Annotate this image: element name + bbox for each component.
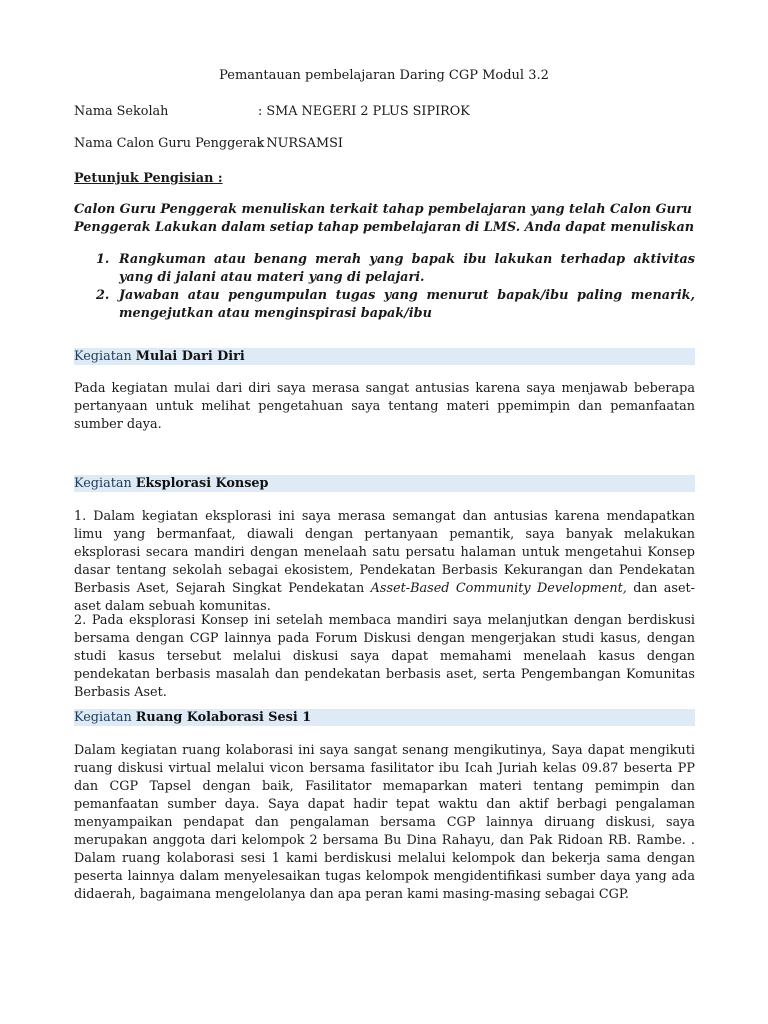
eksplorasi-p1-end: dan aset-aset dalam sebuah komunitas. xyxy=(74,581,695,614)
eksplorasi-paragraph-1 xyxy=(74,508,695,616)
section-heading-eksplorasi-konsep xyxy=(74,475,695,492)
instructions-text: Calon Guru Penggerak menuliskan terkait tahap pembelajaran yang telah Calon Guru Penggerak Lakukan dalam setiap tahap pembelajaran di LMS. Anda dapat menuliskan xyxy=(74,202,695,235)
field-school xyxy=(74,103,470,121)
section-heading-ruang-kolaborasi xyxy=(74,709,695,726)
field-teacher xyxy=(74,135,343,153)
eksplorasi-p1-italic: Asset-Based Community Development, xyxy=(370,581,627,596)
section-text-ruang-kolaborasi: Dalam kegiatan ruang kolaborasi ini saya sangat senang mengikutinya, Saya dapat mengikuti ruang diskusi virtual melalui vicon bersama fasilitator ibu Icah Juriah kelas 09.87 beserta PP dan CGP Tapsel dengan baik, Fasilitator memaparkan materi tentang pemimpin dan pemanfaatan sumber daya. Saya dapat hadir tepat waktu dan aktif berbagi pengalaman menyampaikan pendapat dan pengalaman bersama CGP lainnya diruang diskusi, saya merupakan anggota dari kelompok 2 bersama Bu Dina Rahayu, dan Pak Ridoan RB. Rambe. . Dalam ruang kolaborasi sesi 1 kami berdiskusi melalui kelompok dan bekerja sama dengan peserta lainnya dalam menyelesaikan tugas kelompok mengidentifikasi sumber daya yang ada didaerah, bagaimana mengelolanya dan apa peran kami masing-masing sebagai CGP. xyxy=(74,743,695,902)
section-name: Ruang Kolaborasi Sesi 1 xyxy=(135,710,312,725)
eksplorasi-p1-text: 1. Dalam kegiatan eksplorasi ini saya merasa semangat dan antusias karena mendapatkan limu yang bermanfaat, diawali dengan pertanyaan pemantik, saya banyak melakukan eksplorasi secara mandiri dengan menelaah satu persatu halaman untuk mengetahui Konsep dasar tentang sekolah sebagai ekosistem, Pendekatan Berbasis Kekurangan dan Pendekatan Berbasis Aset, Sejarah Singkat Pendekatan xyxy=(74,509,695,596)
section-name: Mulai Dari Diri xyxy=(135,349,245,364)
instruction-number: 2. xyxy=(96,288,110,303)
section-text-mulai-dari-diri: Pada kegiatan mulai dari diri saya merasa sangat antusias karena saya menjawab beberapa pertanyaan untuk melihat pengetahuan saya tentang materi ppemimpin dan pemanfaatan sumber daya. xyxy=(74,381,695,432)
field-teacher-value: : NURSAMSI xyxy=(258,136,343,151)
field-school-value: : SMA NEGERI 2 PLUS SIPIROK xyxy=(258,104,470,119)
eksplorasi-paragraph-2: 2. Pada eksplorasi Konsep ini setelah membaca mandiri saya melanjutkan dengan berdiskusi bersama dengan CGP lainnya pada Forum Diskusi dengan mengerjakan studi kasus, dengan studi kasus tersebut melalui diskusi saya dapat memahami menelaah kasus dengan pendekatan berbasis masalah dan pendekatan berbasis aset, serta Pengembangan Komunitas Berbasis Aset. xyxy=(74,613,695,700)
section-prefix: Kegiatan xyxy=(74,476,136,491)
instruction-number: 1. xyxy=(96,252,110,267)
instructions-list xyxy=(74,251,695,323)
field-school-label: Nama Sekolah xyxy=(74,104,169,119)
section-name: Eksplorasi Konsep xyxy=(135,476,269,491)
section-prefix: Kegiatan xyxy=(74,349,136,364)
section-prefix: Kegiatan xyxy=(74,710,136,725)
instructions-heading: Petunjuk Pengisian : xyxy=(74,171,223,186)
section-heading-mulai-dari-diri xyxy=(74,348,695,365)
instruction-text: Rangkuman atau benang merah yang bapak ibu lakukan terhadap aktivitas yang di jalani atau materi yang di pelajari. xyxy=(119,252,695,285)
document-title: Pemantauan pembelajaran Daring CGP Modul 3.2 xyxy=(219,68,549,83)
instruction-item xyxy=(74,251,695,287)
instruction-text: Jawaban atau pengumpulan tugas yang menurut bapak/ibu paling menarik, mengejutkan atau menginspirasi bapak/ibu xyxy=(119,288,695,321)
instruction-item xyxy=(74,287,695,323)
field-teacher-label: Nama Calon Guru Penggerak xyxy=(74,136,265,151)
